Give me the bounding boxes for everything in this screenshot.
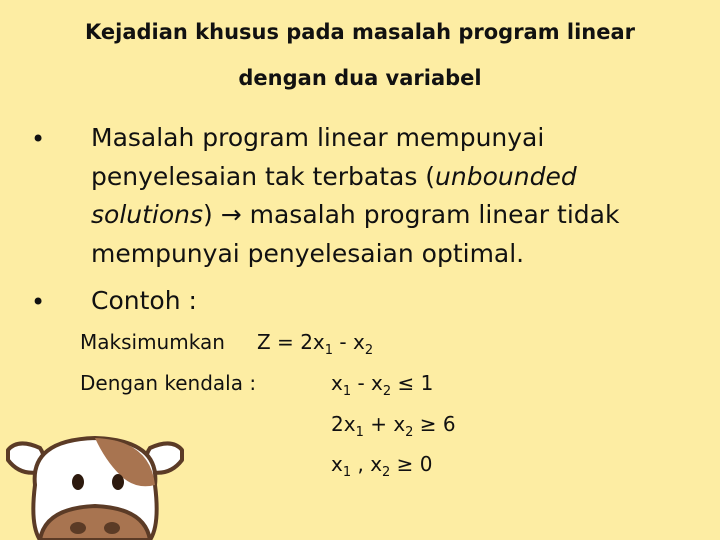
constraint-term: x <box>331 452 343 476</box>
subscript: 1 <box>355 425 364 440</box>
constraint-label: Dengan kendala : <box>80 371 257 395</box>
subscript: 2 <box>382 384 392 399</box>
subscript: 1 <box>342 384 352 399</box>
bullet-text-part: ) <box>203 200 221 229</box>
constraint-1 <box>331 371 433 399</box>
subscript: 1 <box>324 343 334 358</box>
constraint-relation: ≤ 1 <box>391 371 434 395</box>
bullet-item-contoh: Contoh : <box>91 286 197 315</box>
constraint-term: - x <box>351 371 383 395</box>
bullet-marker: • <box>31 288 46 316</box>
cow-icon <box>0 430 190 540</box>
subscript: 1 <box>342 465 352 480</box>
constraint-3 <box>331 452 433 480</box>
constraint-term: 2x <box>331 412 356 436</box>
slide-title-line2: dengan dua variabel <box>238 66 482 90</box>
constraint-relation: ≥ 0 <box>390 452 433 476</box>
objective-function <box>257 330 373 358</box>
constraint-term: x <box>331 371 343 395</box>
constraint-2 <box>331 412 456 440</box>
bullet-text-part: Masalah program linear mempunyai penyelesaian tak terbatas ( <box>91 123 545 191</box>
constraint-term: , x <box>351 452 383 476</box>
bullet-marker: • <box>31 125 46 153</box>
bullet-italic-term: unbounded solutions <box>91 161 577 229</box>
objective-term: - x <box>333 330 365 354</box>
constraint-term: + x <box>363 412 406 436</box>
objective-lhs: Z = <box>257 330 301 354</box>
subscript: 2 <box>382 465 391 480</box>
bullet-item-unbounded <box>91 119 691 273</box>
objective-term: 2x <box>300 330 325 354</box>
subscript: 2 <box>364 343 374 358</box>
slide-title-line1: Kejadian khusus pada masalah program linear <box>84 20 636 44</box>
subscript: 2 <box>405 425 414 440</box>
arrow-icon: → <box>220 200 242 229</box>
bullet-text-part: masalah program linear tidak mempunyai penyelesaian optimal. <box>91 200 620 268</box>
constraint-relation: ≥ 6 <box>413 412 456 436</box>
objective-label: Maksimumkan <box>80 330 225 354</box>
